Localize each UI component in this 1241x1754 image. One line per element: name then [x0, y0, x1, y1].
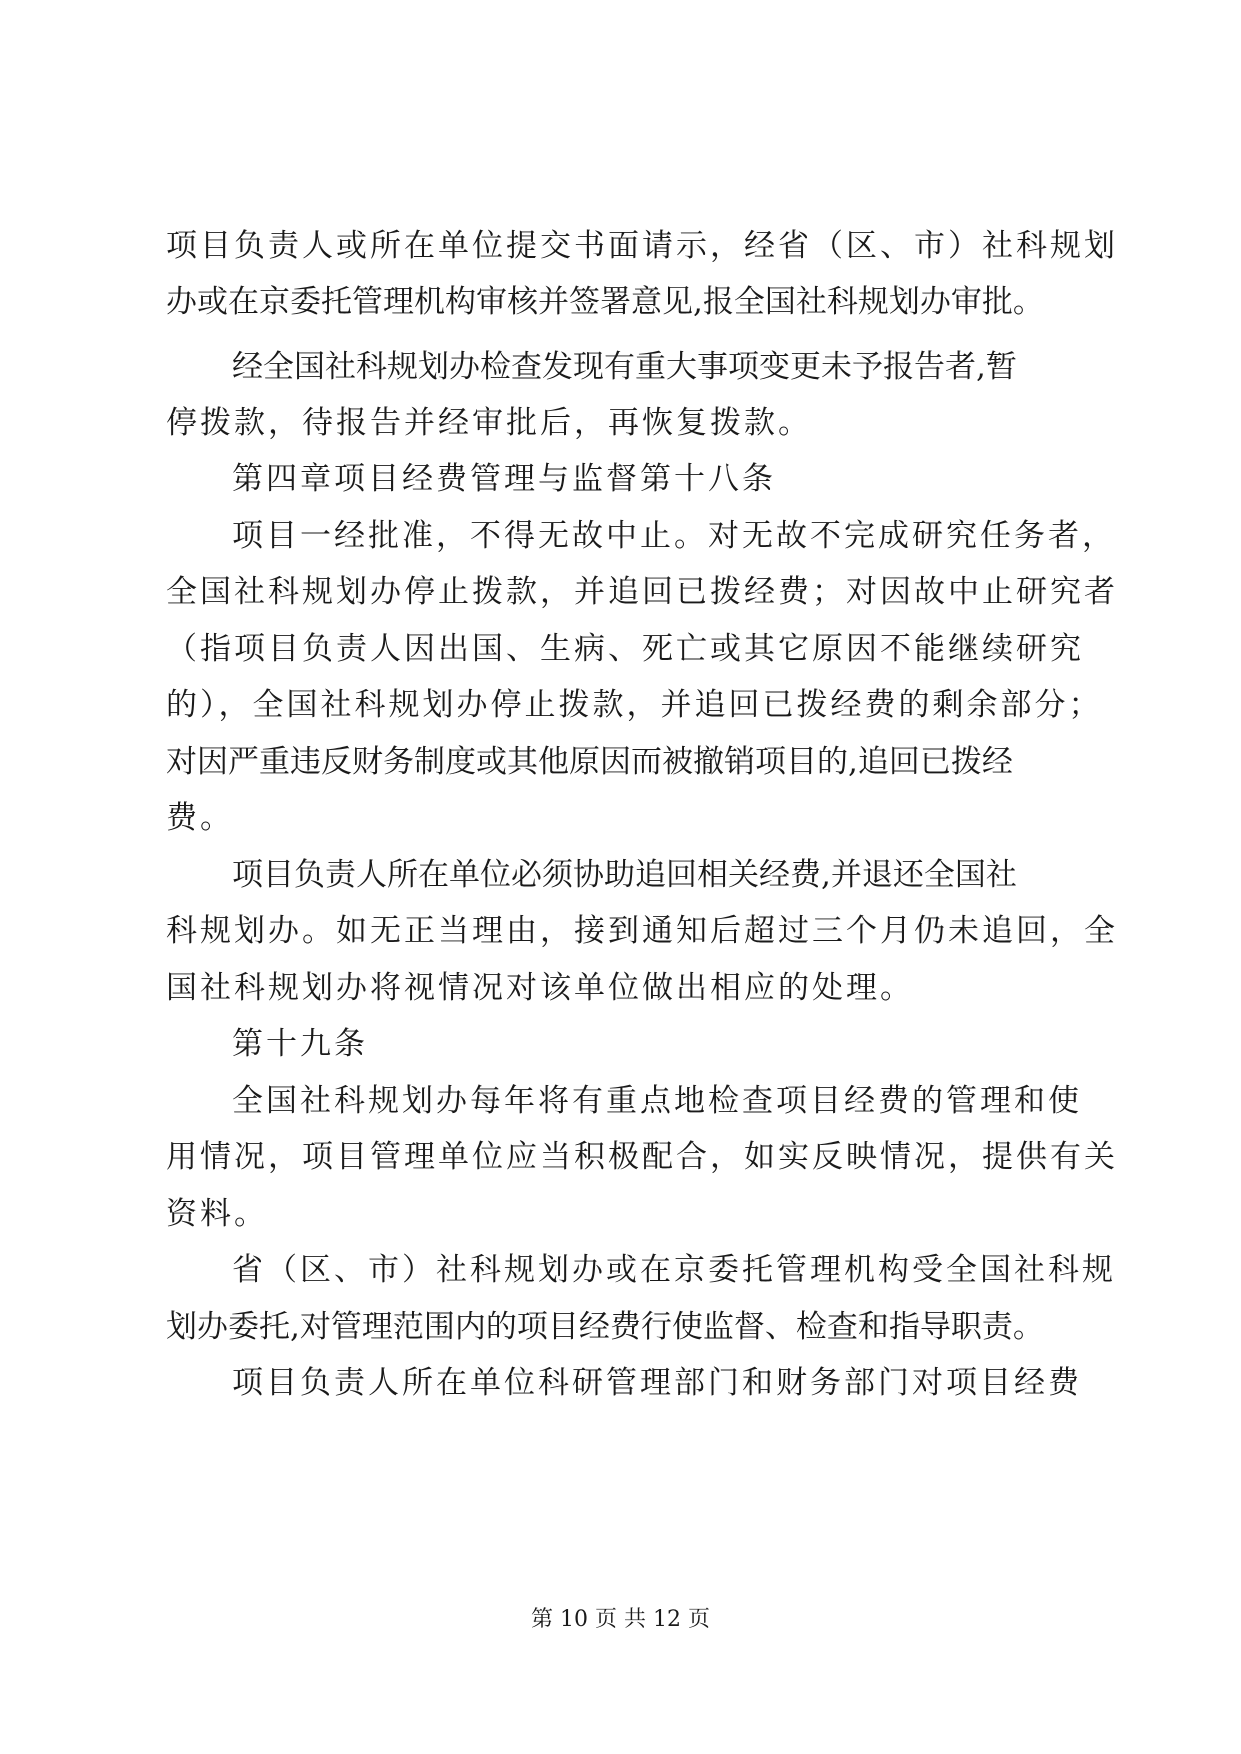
text-line: 项目负责人或所在单位提交书面请示，经省（区、市）社科规划 — [166, 228, 1118, 264]
text-line: 划办委托,对管理范围内的项目经费行使监督、检查和指导职责。 — [166, 1309, 1044, 1345]
text-line: 国社科规划办将视情况对该单位做出相应的处理。 — [166, 970, 914, 1006]
text-line: 费。 — [166, 800, 234, 836]
text-line: 办或在京委托管理机构审核并签署意见,报全国社科规划办审批。 — [166, 284, 1044, 320]
text-line: 经全国社科规划办检查发现有重大事项变更未予报告者,暂 — [232, 349, 1017, 385]
text-line: 项目一经批准，不得无故中止。对无故不完成研究任务者， — [232, 518, 1116, 554]
page-number-footer: 第 10 页 共 12 页 — [531, 1607, 710, 1632]
text-line: 用情况，项目管理单位应当积极配合，如实反映情况，提供有关 — [166, 1139, 1118, 1175]
section-heading: 第四章项目经费管理与监督第十八条 — [232, 461, 776, 497]
text-line: 停拨款，待报告并经审批后，再恢复拨款。 — [166, 405, 812, 441]
text-line: 资料。 — [166, 1196, 268, 1232]
text-line: 项目负责人所在单位科研管理部门和财务部门对项目经费 — [232, 1365, 1082, 1401]
text-line: 项目负责人所在单位必须协助追回相关经费,并退还全国社 — [232, 857, 1017, 893]
text-line: 的），全国社科规划办停止拨款，并追回已拨经费的剩余部分； — [166, 687, 1103, 723]
text-line: 科规划办。如无正当理由，接到通知后超过三个月仍未追回，全 — [166, 913, 1118, 949]
text-line: 全国社科规划办每年将有重点地检查项目经费的管理和使 — [232, 1083, 1082, 1119]
text-line: 省（区、市）社科规划办或在京委托管理机构受全国社科规 — [232, 1252, 1116, 1288]
text-line: 全国社科规划办停止拨款，并追回已拨经费；对因故中止研究者 — [166, 574, 1118, 610]
text-line: （指项目负责人因出国、生病、死亡或其它原因不能继续研究 — [166, 631, 1084, 667]
section-heading: 第十九条 — [232, 1026, 368, 1062]
text-line: 对因严重违反财务制度或其他原因而被撤销项目的,追回已拨经 — [166, 744, 1013, 780]
